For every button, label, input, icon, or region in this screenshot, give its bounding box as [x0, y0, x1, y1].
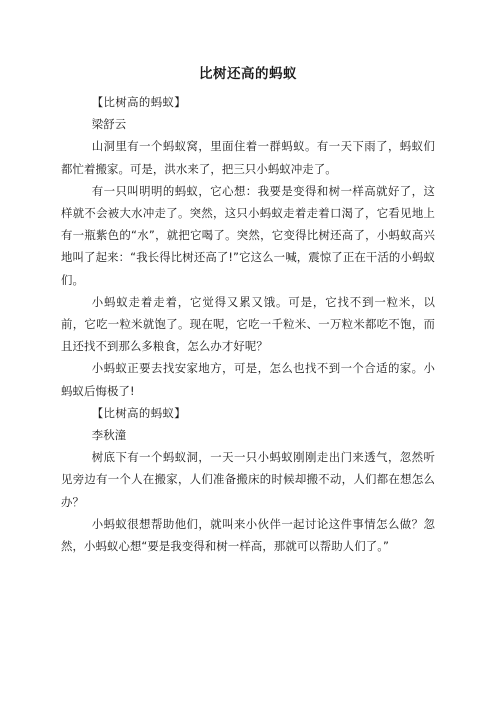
author-name: 梁舒云 — [91, 117, 127, 132]
paragraph: 山洞里有一个蚂蚁窝，里面住着一群蚂蚁。有一天下雨了，蚂蚁们都忙着搬家。可是，洪水来了，把三只小蚂蚁冲走了。 — [61, 139, 435, 176]
section-heading: 【比树高的蚂蚁】 — [91, 405, 187, 420]
paragraph: 小蚂蚁正要去找安家地方，可是，怎么也找不到一个合适的家。小蚂蚁后悔极了! — [61, 361, 435, 398]
paragraph: 树底下有一个蚂蚁洞，一天一只小蚂蚁刚刚走出门来透气，忽然听见旁边有一个人在搬家，人们准备搬床的时候却搬不动，人们都在想怎么办？ — [61, 450, 435, 509]
paragraph: 有一只叫明明的蚂蚁，它心想：我要是变得和树一样高就好了，这样就不会被大水冲走了。突然，这只小蚂蚁走着走着口渴了，它看见地上有一瓶紫色的“水”，就把它喝了。突然，它变得比树还高了，小蚂蚁高兴地叫了起来：“我长得比树还高了!”它这么一喊，震惊了正在干活的小蚂蚁们。 — [61, 183, 435, 287]
section-heading: 【比树高的蚂蚁】 — [91, 95, 187, 109]
author-name: 李秋潼 — [91, 428, 127, 443]
paragraph: 小蚂蚁走着走着，它觉得又累又饿。可是，它找不到一粒米，以前，它吃一粒米就饱了。现在呢，它吃一千粒米、一万粒米都吃不饱，而且还找不到那么多粮食，怎么办才好呢？ — [61, 294, 435, 354]
document-title: 比树还高的蚂蚁 — [199, 66, 297, 82]
paragraph: 小蚂蚁很想帮助他们，就叫来小伙伴一起讨论这件事情怎么做？忽然，小蚂蚁心想“要是我变得和树一样高，那就可以帮助人们了。” — [61, 516, 435, 554]
document-body — [61, 91, 435, 557]
